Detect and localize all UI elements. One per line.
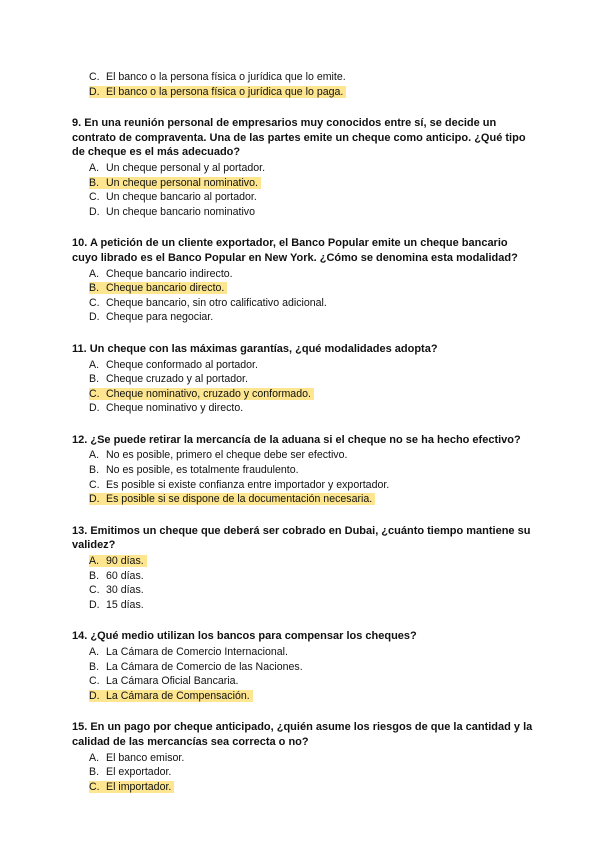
option-text: 60 días. [106, 569, 144, 582]
option-text: Cheque nominativo y directo. [106, 402, 244, 415]
option-text: Es posible si existe confianza entre importador y exportador. [106, 478, 390, 491]
option-d [72, 598, 534, 613]
option-text: Un cheque personal y al portador. [106, 161, 266, 174]
question-text: 11. Un cheque con las máximas garantías, ¿qué modalidades adopta? [72, 342, 438, 355]
option-d [72, 85, 534, 100]
question-block [72, 629, 534, 703]
correct-answer-highlight [89, 282, 227, 294]
option-body [89, 661, 303, 673]
option-letter: A. [89, 449, 100, 462]
option-letter: D. [89, 311, 100, 324]
option-letter: C. [89, 71, 100, 83]
option-c [72, 780, 534, 795]
option-letter: B. [89, 660, 100, 673]
option-body [89, 675, 238, 687]
option-text: No es posible, es totalmente fraudulento. [106, 464, 299, 477]
option-text: 30 días. [106, 584, 144, 597]
option-d [72, 205, 534, 220]
option-body [89, 311, 213, 323]
option-text: Un cheque personal nominativo. [106, 176, 258, 189]
option-d [72, 492, 534, 507]
option-body [89, 766, 171, 778]
option-c [72, 478, 534, 493]
option-letter: A. [89, 267, 100, 280]
option-letter: A. [89, 161, 100, 174]
option-c [72, 70, 534, 85]
option-body [89, 191, 257, 203]
option-letter: A. [89, 646, 100, 658]
option-a [72, 645, 534, 660]
option-text: Cheque cruzado y al portador. [106, 373, 248, 386]
option-b [72, 569, 534, 584]
option-b [72, 765, 534, 780]
continued-options [72, 70, 534, 99]
option-text: El importador. [106, 780, 172, 793]
question-text: 12. ¿Se puede retirar la mercancía de la aduana si el cheque no se ha hecho efectivo? [72, 433, 521, 446]
option-text: El exportador. [106, 766, 172, 779]
option-text: Cheque bancario indirecto. [106, 267, 233, 280]
option-text: Un cheque bancario al portador. [106, 191, 257, 204]
option-text: El banco o la persona física o jurídica que lo paga. [106, 85, 344, 98]
option-text: Cheque bancario, sin otro calificativo adicional. [106, 296, 327, 309]
option-body [89, 268, 233, 280]
option-letter: C. [89, 584, 100, 597]
option-d [72, 401, 534, 416]
option-letter: C. [89, 296, 100, 309]
option-letter: D. [89, 402, 100, 415]
correct-answer-highlight [89, 781, 174, 793]
option-letter: D. [89, 85, 100, 98]
option-body [89, 599, 144, 611]
question-block [72, 116, 534, 219]
option-body [89, 206, 255, 218]
option-letter: C. [89, 191, 100, 204]
option-d [72, 310, 534, 325]
question-text: 13. Emitimos un cheque que deberá ser cobrado en Dubai, ¿cuánto tiempo mantiene su validez? [72, 524, 531, 552]
option-c [72, 387, 534, 402]
continued-question [72, 70, 534, 99]
option-b [72, 660, 534, 675]
option-c [72, 190, 534, 205]
option-d [72, 689, 534, 704]
option-letter: D. [89, 493, 100, 506]
option-body [89, 373, 248, 385]
option-letter: D. [89, 598, 100, 611]
option-body [89, 297, 327, 309]
option-text: La Cámara de Comercio de las Naciones. [106, 660, 303, 673]
option-letter: A. [89, 555, 100, 568]
option-letter: B. [89, 464, 100, 477]
option-letter: B. [89, 282, 100, 295]
quiz-page [72, 70, 534, 794]
option-a [72, 161, 534, 176]
option-c [72, 583, 534, 598]
option-text: Cheque nominativo, cruzado y conformado. [106, 387, 311, 400]
correct-answer-highlight [89, 177, 261, 189]
question-block [72, 236, 534, 325]
correct-answer-highlight [89, 690, 253, 702]
option-a [72, 358, 534, 373]
option-body [89, 449, 347, 461]
option-body [89, 402, 243, 414]
correct-answer-highlight [89, 388, 314, 400]
correct-answer-highlight [89, 493, 375, 505]
option-letter: C. [89, 780, 100, 793]
option-text: La Cámara Oficial Bancaria. [106, 675, 239, 688]
option-a [72, 751, 534, 766]
question-list [72, 116, 534, 794]
option-body [89, 752, 184, 764]
correct-answer-highlight [89, 86, 346, 98]
option-body [89, 71, 346, 83]
option-letter: B. [89, 569, 100, 582]
option-text: La Cámara de Comercio Internacional. [106, 646, 288, 658]
option-text: 15 días. [106, 598, 144, 611]
question-text: 15. En un pago por cheque anticipado, ¿quién asume los riesgos de que la cantidad y la calidad de las mercancías sea correcta o no? [72, 721, 533, 748]
option-letter: B. [89, 176, 100, 189]
question-block [72, 720, 534, 794]
question-block [72, 342, 534, 416]
option-letter: C. [89, 478, 100, 491]
option-text: La Cámara de Compensación. [106, 689, 250, 702]
option-letter: C. [89, 387, 100, 400]
option-body [89, 584, 144, 596]
option-text: Cheque bancario directo. [106, 282, 225, 295]
option-b [72, 372, 534, 387]
option-letter: B. [89, 766, 100, 779]
option-b [72, 176, 534, 191]
option-letter: B. [89, 373, 100, 386]
option-body [89, 162, 265, 174]
correct-answer-highlight [89, 555, 147, 567]
option-letter: D. [89, 205, 100, 218]
option-text: El banco o la persona física o jurídica que lo emite. [106, 71, 346, 83]
option-letter: C. [89, 675, 100, 688]
question-block [72, 433, 534, 507]
option-text: No es posible, primero el cheque debe ser efectivo. [106, 449, 348, 462]
option-text: 90 días. [106, 555, 144, 568]
option-text: Cheque conformado al portador. [106, 358, 258, 371]
option-body [89, 479, 389, 491]
option-body [89, 646, 288, 658]
option-c [72, 296, 534, 311]
question-text: 14. ¿Qué medio utilizan los bancos para compensar los cheques? [72, 630, 417, 643]
option-c [72, 674, 534, 689]
option-a [72, 554, 534, 569]
option-text: El banco emisor. [106, 751, 185, 764]
option-text: Un cheque bancario nominativo [106, 205, 255, 218]
option-text: Cheque para negociar. [106, 311, 214, 324]
option-b [72, 463, 534, 478]
option-letter: A. [89, 751, 100, 764]
question-text: 9. En una reunión personal de empresarios muy conocidos entre sí, se decide un contrato de compraventa. Una de las partes emite un cheque como anticipo. ¿Qué tipo de cheque es el más adecuado? [72, 117, 526, 159]
option-text: Es posible si se dispone de la documentación necesaria. [106, 493, 373, 506]
question-block [72, 524, 534, 613]
option-a [72, 267, 534, 282]
option-body [89, 464, 299, 476]
option-body [89, 570, 144, 582]
question-text: 10. A petición de un cliente exportador, el Banco Popular emite un cheque bancario cuyo librado es el Banco Popular en New York. ¿Cómo se denomina esta modalidad? [72, 237, 518, 264]
option-letter: D. [89, 689, 100, 702]
option-a [72, 448, 534, 463]
option-body [89, 359, 258, 371]
option-b [72, 281, 534, 296]
option-letter: A. [89, 358, 100, 371]
